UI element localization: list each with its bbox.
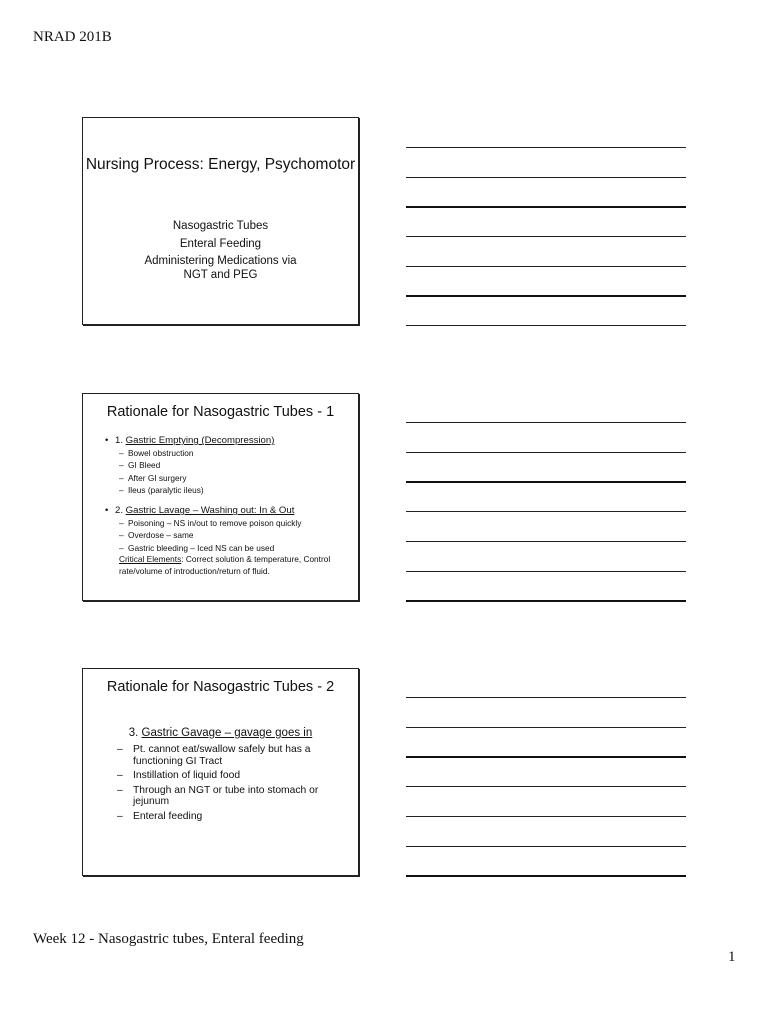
list-item: – After GI surgery <box>103 472 350 484</box>
note-line <box>406 875 686 877</box>
note-line <box>406 325 686 326</box>
slide-1-subtitles <box>83 219 358 286</box>
note-line <box>406 697 686 698</box>
note-line <box>406 481 686 483</box>
note-line <box>406 600 686 602</box>
bullet-number: 1. <box>115 435 126 446</box>
list-item: – Bowel obstruction <box>103 447 350 459</box>
slide-3-list <box>117 744 340 825</box>
heading-number: 3. <box>128 727 142 739</box>
note-line <box>406 206 686 208</box>
page-header: NRAD 201B <box>33 29 112 45</box>
list-item: – Pt. cannot eat/swallow safely but has a functioning GI Tract <box>117 744 340 767</box>
note-line <box>406 266 686 267</box>
footer-week-label: Week 12 - Nasogastric tubes, Enteral feeding <box>33 931 304 947</box>
bullet-gastric-lavage <box>103 505 350 517</box>
list-item: – GI Bleed <box>103 459 350 471</box>
note-line <box>406 756 686 758</box>
slide-1-title: Nursing Process: Energy, Psychomotor <box>85 156 356 173</box>
note-line <box>406 295 686 297</box>
page-number: 1 <box>728 949 736 965</box>
note-line <box>406 177 686 178</box>
note-line <box>406 541 686 542</box>
list-item: – Overdose – same <box>103 529 350 541</box>
list-item: – Instillation of liquid food <box>117 770 340 782</box>
list-item: – Ileus (paralytic ileus) <box>103 484 350 496</box>
note-line <box>406 452 686 453</box>
note-line <box>406 727 686 728</box>
list-item: – Gastric bleeding – Iced NS can be used <box>103 542 350 554</box>
note-line <box>406 422 686 423</box>
slide-2-title: Rationale for Nasogastric Tubes - 1 <box>106 404 335 420</box>
note-line <box>406 816 686 817</box>
note-line <box>406 236 686 237</box>
bullet-number: 2. <box>115 505 126 517</box>
critical-text: : Correct solution & temperature, Control rate/volume of introduction/return of fluid. <box>119 554 331 576</box>
slide-1 <box>82 117 359 325</box>
critical-label: Critical Elements <box>119 554 182 565</box>
bullet-label: Gastric Emptying (Decompression) <box>125 435 275 446</box>
bullet-gastric-emptying <box>103 435 350 447</box>
note-line <box>406 786 686 787</box>
note-line <box>406 846 686 847</box>
note-line <box>406 571 686 572</box>
heading-label: Gastric Gavage – gavage goes in <box>141 727 313 739</box>
list-item: – Enteral feeding <box>117 811 340 823</box>
slide-2 <box>82 393 359 601</box>
bullet-label: Gastric Lavage – Washing out: In & Out <box>125 505 295 517</box>
list-item: – Poisoning – NS in/out to remove poison quickly <box>103 517 350 529</box>
subtitle: Nasogastric Tubes <box>172 220 269 232</box>
slide-2-body <box>103 435 350 577</box>
subtitle: Enteral Feeding <box>179 237 262 250</box>
slide-3 <box>82 668 359 876</box>
list-item: – Through an NGT or tube into stomach or jejunum <box>117 785 340 808</box>
note-line <box>406 511 686 512</box>
note-line <box>406 147 686 148</box>
gastric-gavage-heading <box>83 727 358 739</box>
critical-elements-note <box>103 554 350 577</box>
subtitle: Administering Medications via NGT and PEG <box>144 255 297 281</box>
slide-3-title: Rationale for Nasogastric Tubes - 2 <box>106 679 335 695</box>
